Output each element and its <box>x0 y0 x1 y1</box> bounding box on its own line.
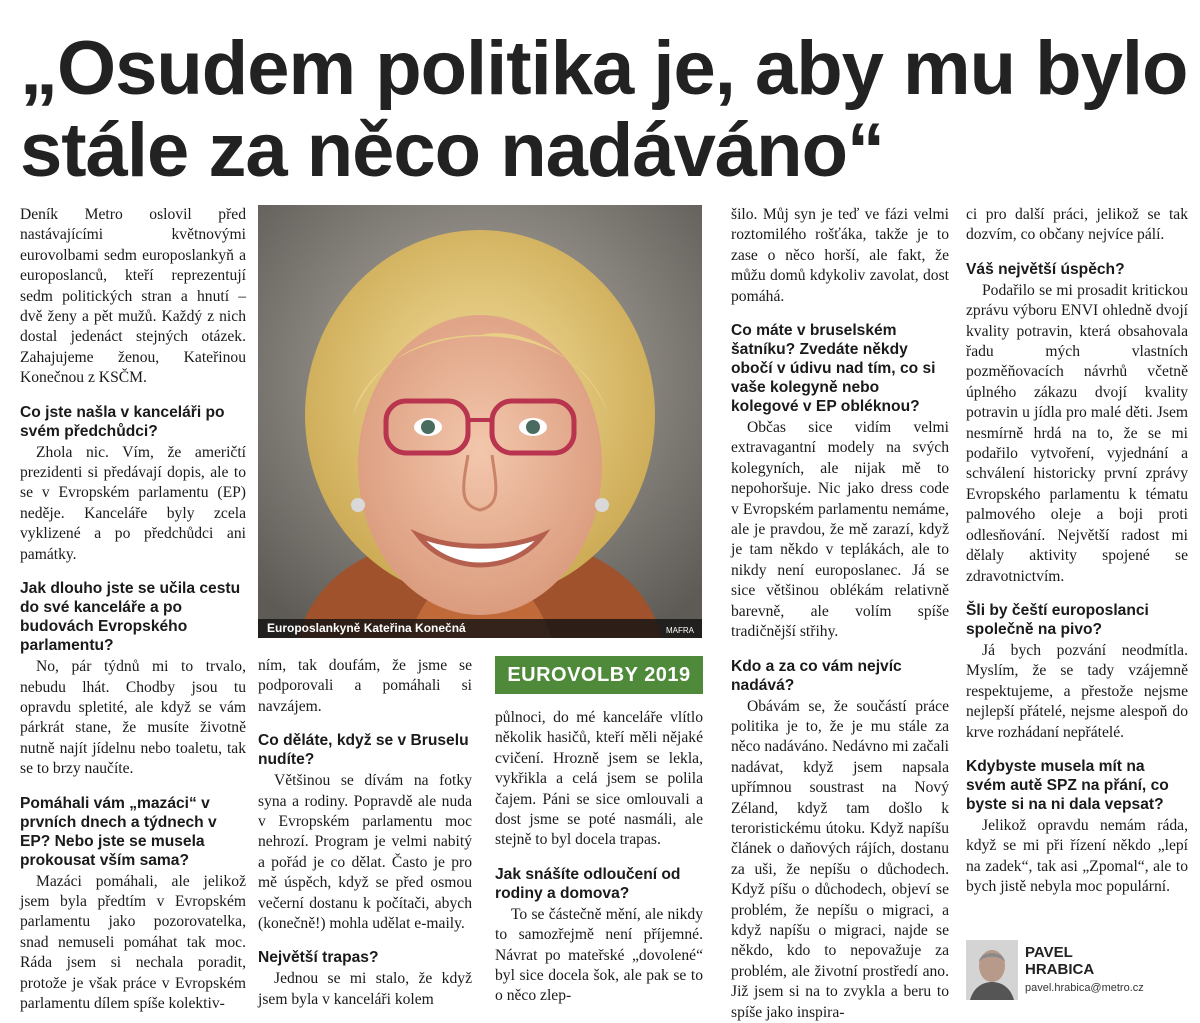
section-badge: EUROVOLBY 2019 <box>495 656 703 694</box>
question-heading: Kdybyste musela mít na svém autě SPZ na přání, co byste si na ni dala vepsat? <box>966 757 1169 813</box>
author-avatar <box>966 940 1018 1000</box>
question-heading: Kdo a za co vám nejvíc nadává? <box>731 657 902 694</box>
portrait-illustration <box>258 205 702 638</box>
author-first-name: PAVEL <box>1025 944 1073 961</box>
question-heading: Co děláte, když se v Bruselu nudíte? <box>258 732 469 769</box>
question-heading: Co jste našla v kanceláři po svém předchůdci? <box>20 403 225 440</box>
answer-paragraph: To se částečně mění, ale nikdy to samozřejmě není příjemné. Návrat po mateřské „dovolené“ byl sice docela šok, ale pak se to o něco zlep- <box>495 905 703 1005</box>
answer-paragraph: ci pro další práci, jelikož se tak dozvím, co občany nejvíce pálí. <box>966 206 1188 244</box>
headline: „Osudem politika je, aby mu bylo stále za něco nadáváno“ <box>20 26 1188 193</box>
photo-credit: MAFRA <box>666 626 694 635</box>
answer-paragraph: Mazáci pomáhali, ale jelikož jsem byla předtím v Evropském parlamentu jako pozorovatelka, snad nemuseli pomáhat tak moc. Ráda jsem si nechala poradit, protože je však práce v Evropském parlamentu dílem spíše kolektiv- <box>20 872 246 1012</box>
author-avatar-icon <box>966 940 1018 1000</box>
answer-paragraph: Zhola nic. Vím, že američtí prezidenti si předávají dopis, ale to se v Evropském parlamentu (EP) neděje. Kanceláře byly zcela vyklizené a po předchůdci ani památky. <box>20 443 246 563</box>
author-last-name: HRABICA <box>1025 961 1095 978</box>
portrait-photo <box>258 205 702 638</box>
article-column-2 <box>258 656 472 1010</box>
answer-paragraph: No, pár týdnů mi to trvalo, nebudu lhát. Chodby jsou tu opravdu spletité, ale když se vám párkrát stane, že musíte životně nutně najít jídelnu nebo toaletu, tak se to brzy naučíte. <box>20 658 246 778</box>
answer-paragraph: Většinou se dívám na fotky syna a rodiny. Popravdě ale nuda v Evropském parlamentu moc nehrozí. Program je velmi nabitý a pořád je co dělat. Často je pro mě úspěch, když se před osmou večerní dostanu k počítači, abych (konečně!) mohla udělat e-maily. <box>258 772 472 933</box>
author-email: pavel.hrabica@metro.cz <box>1025 982 1144 994</box>
photo-caption: Europoslankyně Kateřina Konečná <box>258 619 702 638</box>
article-column-3 <box>495 708 703 1007</box>
article-column-5 <box>966 205 1188 898</box>
question-heading: Největší trapas? <box>258 949 379 967</box>
question-heading: Co máte v bruselském šatníku? Zvedáte někdy obočí v údivu nad tím, co si vaše kolegyně nebo kolegové v EP obléknou? <box>731 322 936 416</box>
article-column-1 <box>20 205 246 1014</box>
answer-paragraph: půlnoci, do mé kanceláře vlítlo několik hasičů, kteří měli nějaké cvičení. Hrozně jsem se lekla, vykřikla a celá jsem se polila čajem. Páni se sice omlouvali a dost jsme se poté nasmáli, ale stejně to byl docela trapas. <box>495 709 703 849</box>
question-heading: Šli by čeští europoslanci společně na pivo? <box>966 601 1149 638</box>
answer-paragraph: Občas sice vidím velmi extravagantní modely na svých kolegyních, ale nijak mě to nepohoršuje. Nic jako dress code v Evropském parlamentu nemáme, ale je pravdou, že mě zarazí, když je tam někdo v teplákách, ale to nikdy není europoslanec. Já se sice většinou oblékám relativně barevně, ale volím spíše tradičnější střihy. <box>731 419 949 641</box>
question-heading: Váš největší úspěch? <box>966 260 1125 278</box>
answer-paragraph: Já bych pozvání neodmítla. Myslím, že se tady vzájemně respektujeme, a přestože nejsme nejlepší přátelé, nejsme alespoň do krve rozhádaní nepřátelé. <box>966 641 1188 741</box>
intro-paragraph: Deník Metro oslovil před nastávajícími květnovými eurovolbami sedm europoslankyň a europoslanců, kteří reprezentují sedm politických stran a hnutí – dvě ženy a pět mužů. Každý z nich dostal jedenáct stejných otázek. Zahajujeme ženou, Kateřinou Konečnou z KSČM. <box>20 206 246 387</box>
article-column-4 <box>731 205 949 1023</box>
question-heading: Jak dlouho jste se učila cestu do své kanceláře a po budovách Evropského parlamentu? <box>20 580 241 655</box>
answer-paragraph: šilo. Můj syn je teď ve fázi velmi roztomilého rošťáka, takže je to zase o něco horší, ale fakt, že můžu domů kdykoliv zavolat, dost pomáhá. <box>731 206 949 305</box>
question-heading: Pomáhali vám „mazáci“ v prvních dnech a týdnech v EP? Nebo jste se musela prokousat vším sama? <box>20 794 217 869</box>
answer-paragraph: Obávám se, že součástí práce politika je to, že je mu stále za něco nadáváno. Nedávno mi začali nadávat, když jsem napsala upřímnou soustrast na Nový Zéland, když tam došlo k teroristickému útoku. Když napíšu článek o daňových rájích, dostanu za uši, že nepíšu o důchodech. Když píšu o důchodech, objeví se problém, že nepíšu o migraci, a když napíšu o migraci, najde se někdo, kdo to nepovažuje za problém, ale životní prostředí ano. Již jsem si na to zvykla a beru to spíše jako inspira- <box>731 697 949 1021</box>
answer-paragraph: Podařilo se mi prosadit kritickou zprávu výboru ENVI ohledně dvojí kvality potravin, která obsahovala řadu mých vlastních pozměňovacích návrhů včetně úplného zákazu dvojí kvality potravin u jídla pro malé děti. Jsem nesmírně hrdá na to, že se mi podařilo vytvoření, vyjednání a schválení historicky první zprávy Evropského parlamentu k tématu palmového oleje a boji proti odlesňování. Největší radost mi dělaly aktivity spojené se zdravotnictvím. <box>966 281 1188 585</box>
author-name <box>1025 944 1105 978</box>
answer-paragraph: ním, tak doufám, že jsme se podporovali a pomáhali si navzájem. <box>258 657 472 715</box>
author-box <box>966 940 1191 1000</box>
answer-paragraph: Jednou se mi stalo, že když jsem byla v kanceláři kolem <box>258 970 472 1008</box>
question-heading: Jak snášíte odloučení od rodiny a domova? <box>495 865 681 902</box>
answer-paragraph: Jelikož opravdu nemám ráda, když se mi při řízení někdo „lepí na zadek“, tak asi „Zpomal“, ale to bych jistě nebyla moc populární. <box>966 816 1188 896</box>
